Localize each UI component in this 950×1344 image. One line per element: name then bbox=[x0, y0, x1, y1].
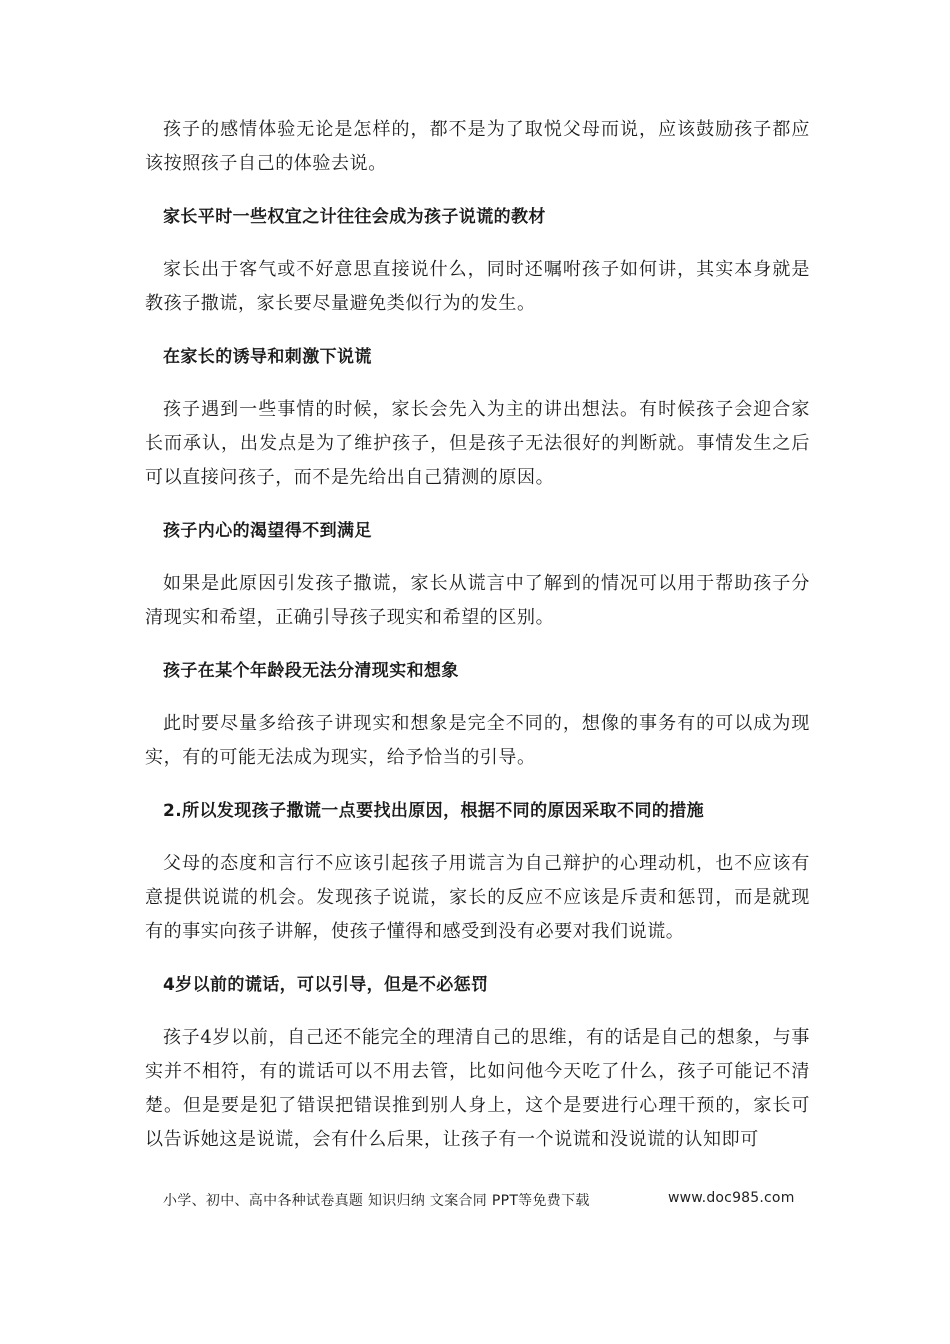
paragraph: 孩子的感情体验无论是怎样的，都不是为了取悦父母而说，应该鼓励孩子都应该按照孩子自己的体验去说。 bbox=[145, 119, 810, 174]
page-footer bbox=[163, 1190, 803, 1214]
section-heading: 孩子在某个年龄段无法分清现实和想象 bbox=[163, 661, 459, 681]
section-heading: 在家长的诱导和刺激下说谎 bbox=[163, 347, 372, 367]
section-heading: 4岁以前的谎话，可以引导，但是不必惩罚 bbox=[163, 975, 489, 995]
footer-text: 小学、初中、高中各种试卷真题 知识归纳 文案合同 PPT等免费下载 bbox=[163, 1193, 590, 1209]
section-heading: 2.所以发现孩子撒谎一点要找出原因，根据不同的原因采取不同的措施 bbox=[163, 801, 705, 821]
paragraph: 父母的态度和言行不应该引起孩子用谎言为自己辩护的心理动机，也不应该有意提供说谎的机会。发现孩子说谎，家长的反应不应该是斥责和惩罚，而是就现有的事实向孩子讲解，使孩子懂得和感受到没有必要对我们说谎。 bbox=[145, 853, 810, 942]
paragraph: 此时要尽量多给孩子讲现实和想象是完全不同的，想像的事务有的可以成为现实，有的可能无法成为现实，给予恰当的引导。 bbox=[145, 713, 810, 768]
paragraph: 孩子遇到一些事情的时候，家长会先入为主的讲出想法。有时候孩子会迎合家长而承认，出发点是为了维护孩子，但是孩子无法很好的判断就。事情发生之后可以直接问孩子，而不是先给出自己猜测的原因。 bbox=[145, 399, 810, 488]
document-body bbox=[145, 113, 810, 1176]
paragraph: 家长出于客气或不好意思直接说什么，同时还嘱咐孩子如何讲，其实本身就是教孩子撒谎，家长要尽量避免类似行为的发生。 bbox=[145, 259, 810, 314]
section-heading: 家长平时一些权宜之计往往会成为孩子说谎的教材 bbox=[163, 207, 546, 227]
paragraph: 如果是此原因引发孩子撒谎，家长从谎言中了解到的情况可以用于帮助孩子分清现实和希望，正确引导孩子现实和希望的区别。 bbox=[145, 573, 810, 628]
section-heading: 孩子内心的渴望得不到满足 bbox=[163, 521, 372, 541]
footer-site-link[interactable]: www.doc985.com bbox=[668, 1190, 795, 1206]
paragraph: 孩子4岁以前，自己还不能完全的理清自己的思维，有的话是自己的想象，与事实并不相符，有的谎话可以不用去管，比如问他今天吃了什么，孩子可能记不清楚。但是要是犯了错误把错误推到别人身上，这个是要进行心理干预的，家长可以告诉她这是说谎，会有什么后果，让孩子有一个说谎和没说谎的认知即可 bbox=[145, 1027, 810, 1150]
